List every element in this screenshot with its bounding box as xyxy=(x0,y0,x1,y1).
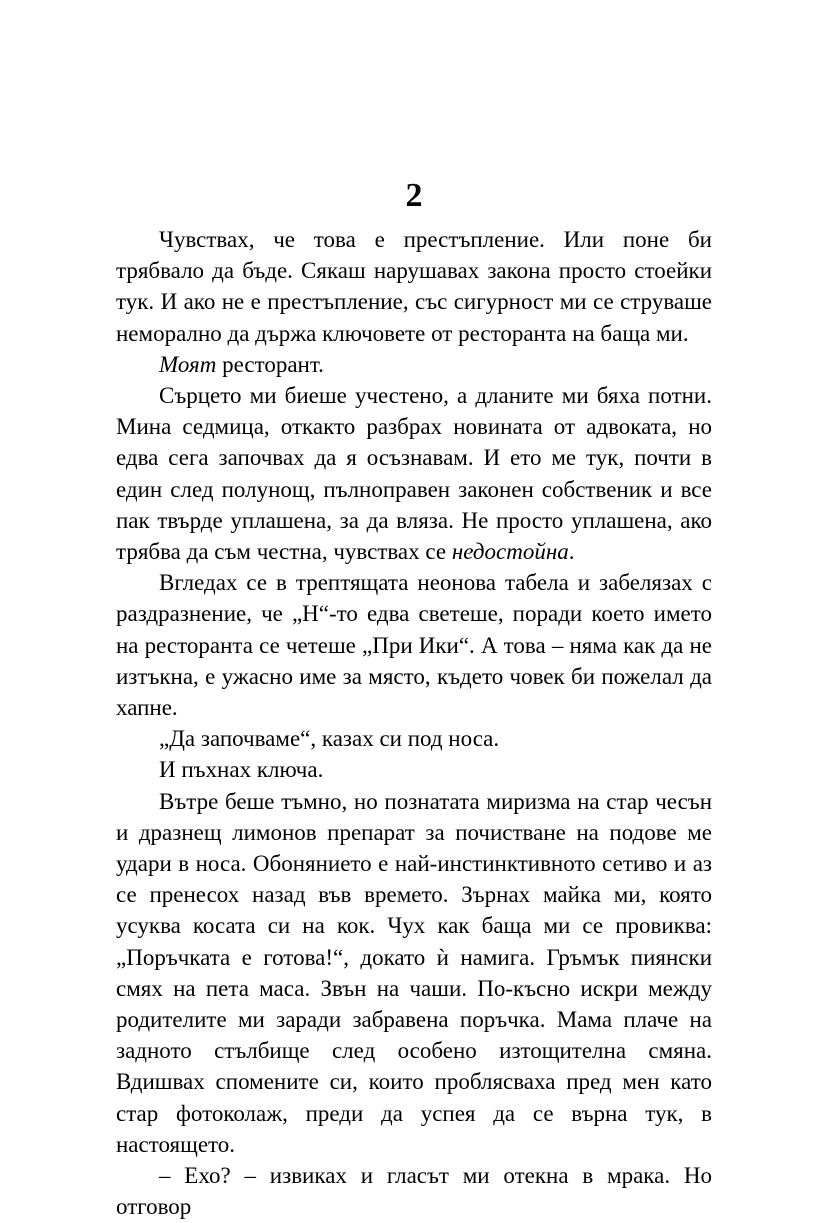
paragraph-text: – Ехо? – извиках и гласът ми отекна в мрака. Но отговор xyxy=(116,1163,712,1220)
paragraph xyxy=(116,224,712,349)
paragraph-text: Вгледах се в трептящата неонова табела и забелязах с раздразнение, че „Н“-то едва светеше, поради което името на ресторанта се четеше „При Ики“. А това – няма как да не изтъкна, е ужасно име за място, където човек би пожелал да хапне. xyxy=(116,570,712,721)
paragraph-text: „Да започваме“, казах си под носа. xyxy=(159,726,500,752)
chapter-body xyxy=(116,224,712,1223)
paragraph xyxy=(116,380,712,567)
paragraph-text: . xyxy=(568,539,575,565)
paragraph-text: ресторант. xyxy=(216,351,324,377)
emphasis-text: недостойна xyxy=(451,539,569,565)
paragraph-text: И пъхнах ключа. xyxy=(159,757,324,783)
paragraph-text: Сърцето ми биеше учестено, а дланите ми бяха потни. Мина седмица, откакто разбрах новината от адвоката, но едва сега започвах да я осъзнавам. И ето ме тук, почти в един след полунощ, пълноправен законен собственик и все пак твърде уплашена, за да вляза. Не просто уплашена, ако трябва да съм честна, чувствах се xyxy=(116,383,712,565)
paragraph xyxy=(116,723,712,754)
paragraph-text: Чувствах, че това е престъпление. Или поне би трябвало да бъде. Сякаш нарушавах закона просто стоейки тук. И ако не е престъпление, със сигурност ми се струваше неморално да държа ключовете от ресторанта на баща ми. xyxy=(116,227,712,346)
paragraph xyxy=(116,754,712,785)
paragraph xyxy=(116,349,712,380)
emphasis-text: Моят xyxy=(159,351,217,377)
paragraph xyxy=(116,786,712,1160)
chapter-number: 2 xyxy=(405,177,423,214)
paragraph-text: Вътре беше тъмно, но познатата миризма на стар чесън и дразнещ лимонов препарат за почистване на подове ме удари в носа. Обонянието е най-инстинктивното сетиво и аз се пренесох назад във времето. Зърнах майка ми, която усуква косата си на кок. Чух как баща ми се провиква: „Поръчката е готова!“, докато ѝ намига. Гръмък пиянски смях на пета маса. Звън на чаши. По-късно искри между родителите ми заради забравена поръчка. Мама плаче на задното стълбище след особено изтощителна смяна. Вдишвах спомените си, които проблясваха пред мен като стар фотоколаж, преди да успея да се върна тук, в настоящето. xyxy=(116,788,712,1157)
paragraph xyxy=(116,1160,712,1222)
paragraph xyxy=(116,567,712,723)
